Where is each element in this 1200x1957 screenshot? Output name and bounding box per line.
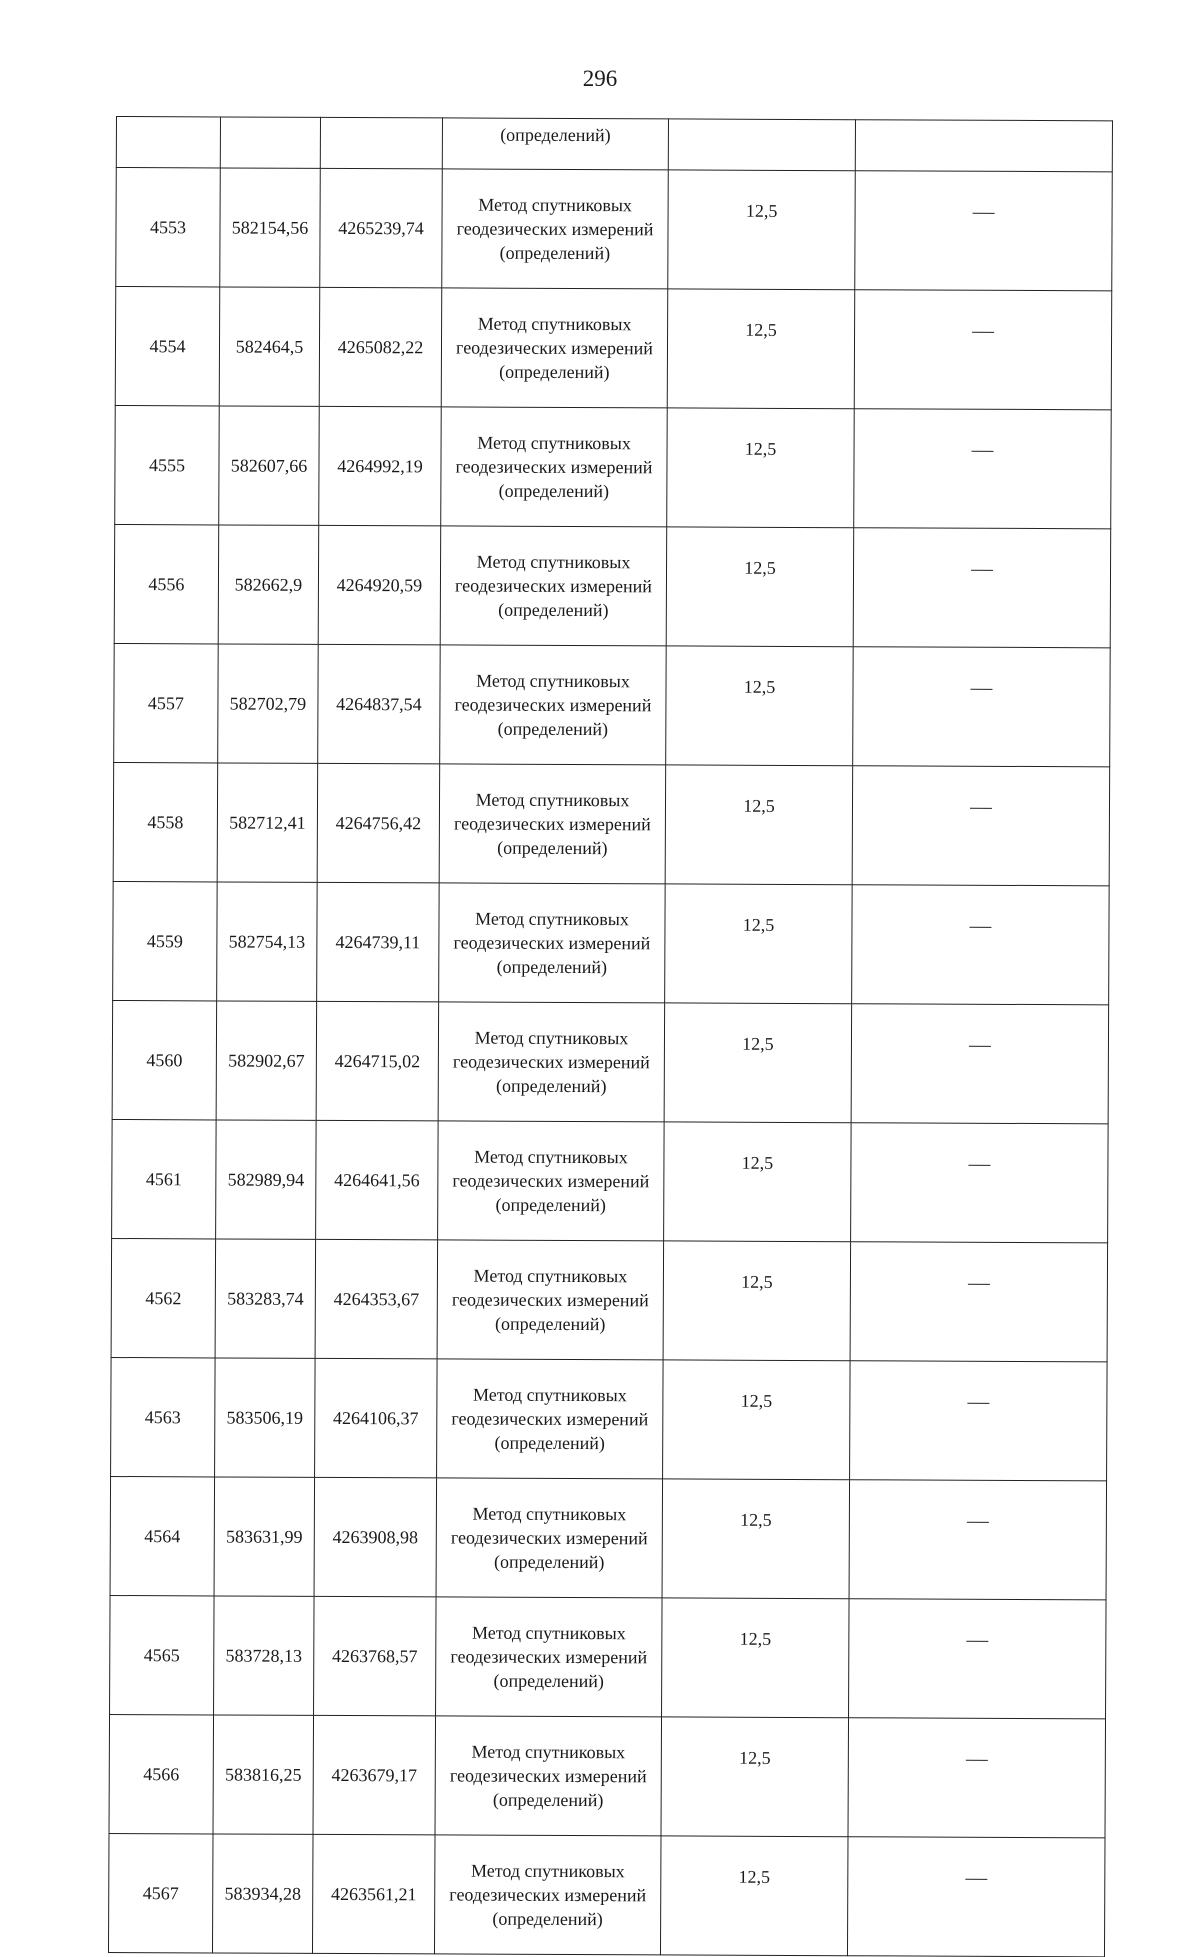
accuracy-cell: 12,5 xyxy=(667,408,855,528)
note-dash xyxy=(966,1641,988,1642)
method-cell xyxy=(440,645,667,765)
y-coordinate-cell: 4264739,11 xyxy=(317,882,440,1002)
method-line: Метод спутниковых xyxy=(478,194,633,216)
note-cell xyxy=(847,1837,1105,1957)
method-line: (определений) xyxy=(492,1789,604,1811)
y-coordinate-cell: 4264756,42 xyxy=(317,763,440,883)
continuation-cell-x xyxy=(220,117,320,168)
point-id-cell: 4555 xyxy=(115,405,220,524)
x-coordinate-cell: 582702,79 xyxy=(218,644,319,763)
method-line: Метод спутниковых xyxy=(473,1384,627,1406)
note-dash xyxy=(971,689,993,690)
note-dash xyxy=(971,570,993,571)
note-dash xyxy=(972,332,994,333)
method-cell xyxy=(441,288,668,408)
accuracy-cell: 12,5 xyxy=(663,1360,851,1480)
method-line: Метод спутниковых xyxy=(472,1503,627,1525)
method-line: Метод спутниковых xyxy=(473,1265,628,1287)
table-row xyxy=(115,287,1112,410)
point-id-cell: 4560 xyxy=(112,1000,217,1119)
accuracy-cell: 12,5 xyxy=(661,1717,849,1837)
note-cell xyxy=(854,409,1112,529)
method-cell xyxy=(436,1597,663,1717)
continuation-cell-note xyxy=(855,120,1112,172)
table-row xyxy=(113,762,1110,885)
y-coordinate-cell: 4263679,17 xyxy=(313,1715,436,1835)
x-coordinate-cell: 583631,99 xyxy=(214,1477,315,1596)
table-row xyxy=(113,881,1110,1004)
method-line: геодезических измерений xyxy=(450,1527,648,1549)
note-cell xyxy=(855,171,1113,291)
point-id-cell: 4559 xyxy=(113,881,218,1000)
method-line: геодезических измерений xyxy=(452,1170,650,1192)
note-cell xyxy=(853,647,1111,767)
method-line: (определений) xyxy=(493,1551,605,1573)
x-coordinate-cell: 582464,5 xyxy=(219,287,320,406)
note-dash xyxy=(970,808,992,809)
point-id-cell: 4557 xyxy=(114,643,219,762)
page-number: 296 xyxy=(582,66,618,91)
table-row xyxy=(116,168,1113,291)
accuracy-cell: 12,5 xyxy=(662,1598,850,1718)
note-cell xyxy=(850,1242,1108,1362)
x-coordinate-cell: 582902,67 xyxy=(216,1001,317,1120)
table-row xyxy=(111,1357,1108,1480)
note-dash xyxy=(969,1046,991,1047)
table-row xyxy=(111,1238,1108,1361)
accuracy-cell: 12,5 xyxy=(664,1003,852,1123)
method-cell xyxy=(438,1002,665,1122)
table-row xyxy=(112,1119,1109,1242)
method-line: (определений) xyxy=(498,599,609,621)
note-dash xyxy=(968,1165,990,1166)
method-line: (определений) xyxy=(499,242,611,264)
method-cell xyxy=(436,1478,663,1598)
table-row xyxy=(112,1000,1109,1123)
note-cell xyxy=(851,1123,1109,1243)
note-dash xyxy=(972,451,994,452)
coordinates-table xyxy=(108,116,1113,1957)
method-line: (определений) xyxy=(494,1432,605,1454)
point-id-cell: 4561 xyxy=(112,1119,217,1238)
note-cell xyxy=(849,1480,1107,1600)
method-line: Метод спутниковых xyxy=(470,1860,625,1882)
method-line: Метод спутниковых xyxy=(477,313,632,335)
accuracy-cell: 12,5 xyxy=(665,765,853,885)
note-cell xyxy=(854,290,1112,410)
method-cell xyxy=(437,1240,664,1360)
method-line: (определений) xyxy=(495,1194,606,1216)
y-coordinate-cell: 4265082,22 xyxy=(319,287,442,407)
accuracy-cell: 12,5 xyxy=(667,289,855,409)
y-coordinate-cell: 4263908,98 xyxy=(314,1477,437,1597)
y-coordinate-cell: 4263561,21 xyxy=(312,1834,435,1954)
method-cell xyxy=(442,169,669,289)
method-line: Метод спутниковых xyxy=(474,1027,629,1049)
method-line: геодезических измерений xyxy=(451,1289,649,1311)
note-dash xyxy=(969,927,991,928)
point-id-cell: 4565 xyxy=(110,1595,215,1714)
method-line: Метод спутниковых xyxy=(477,432,631,454)
method-line: геодезических измерений xyxy=(454,575,652,597)
note-dash xyxy=(967,1522,989,1523)
method-line: (определений) xyxy=(492,1908,603,1930)
accuracy-cell: 12,5 xyxy=(663,1241,851,1361)
continuation-cell-y xyxy=(320,117,442,169)
method-line: Метод спутниковых xyxy=(471,1741,626,1763)
continuation-row xyxy=(116,117,1112,172)
point-id-cell: 4564 xyxy=(110,1476,215,1595)
y-coordinate-cell: 4264715,02 xyxy=(316,1001,439,1121)
method-line: геодезических измерений xyxy=(449,1765,647,1787)
continuation-cell-accuracy xyxy=(668,119,855,171)
method-line: геодезических измерений xyxy=(453,932,651,954)
table-row xyxy=(114,524,1111,647)
y-coordinate-cell: 4264353,67 xyxy=(315,1239,438,1359)
note-cell xyxy=(851,1004,1109,1124)
note-dash xyxy=(966,1760,988,1761)
note-cell xyxy=(852,766,1110,886)
accuracy-cell: 12,5 xyxy=(660,1836,848,1956)
point-id-cell: 4562 xyxy=(111,1238,216,1357)
accuracy-cell: 12,5 xyxy=(665,884,853,1004)
method-line: геодезических измерений xyxy=(451,1408,649,1430)
note-cell xyxy=(853,528,1111,648)
method-line: (определений) xyxy=(496,956,608,978)
method-line: Метод спутниковых xyxy=(474,1146,628,1168)
method-line: геодезических измерений xyxy=(452,1051,650,1073)
method-cell xyxy=(439,883,666,1003)
point-id-cell: 4556 xyxy=(114,524,219,643)
y-coordinate-cell: 4264641,56 xyxy=(316,1120,439,1240)
note-dash xyxy=(973,213,995,214)
method-line: (определений) xyxy=(497,718,609,740)
x-coordinate-cell: 582712,41 xyxy=(217,763,318,882)
method-line: (определений) xyxy=(494,1313,606,1335)
method-line: Метод спутниковых xyxy=(475,789,630,811)
method-line: геодезических измерений xyxy=(454,694,652,716)
table-row xyxy=(115,405,1112,528)
method-line: Метод спутниковых xyxy=(476,551,631,573)
method-line: геодезических измерений xyxy=(449,1884,647,1906)
method-line: (определений) xyxy=(496,1075,607,1097)
method-line: Метод спутниковых xyxy=(471,1622,626,1644)
point-id-cell: 4563 xyxy=(111,1357,216,1476)
note-cell xyxy=(848,1718,1106,1838)
accuracy-cell: 12,5 xyxy=(666,646,854,766)
continuation-cell-id xyxy=(116,117,220,168)
accuracy-cell: 12,5 xyxy=(668,170,856,290)
x-coordinate-cell: 582662,9 xyxy=(218,525,319,644)
method-cell xyxy=(440,526,667,646)
method-line: геодезических измерений xyxy=(453,813,651,835)
table-row xyxy=(109,1714,1106,1837)
note-cell xyxy=(850,1361,1108,1481)
table-row xyxy=(110,1595,1107,1718)
method-line: геодезических измерений xyxy=(450,1646,648,1668)
note-cell xyxy=(849,1599,1107,1719)
y-coordinate-cell: 4264106,37 xyxy=(315,1358,438,1478)
y-coordinate-cell: 4264992,19 xyxy=(319,406,442,526)
table-row xyxy=(114,643,1111,766)
accuracy-cell: 12,5 xyxy=(662,1479,850,1599)
method-cell xyxy=(437,1359,664,1479)
x-coordinate-cell: 583506,19 xyxy=(215,1358,316,1477)
method-cell xyxy=(438,1121,665,1241)
method-line: (определений) xyxy=(497,837,608,859)
note-cell xyxy=(852,885,1110,1005)
accuracy-cell: 12,5 xyxy=(666,527,854,647)
point-id-cell: 4554 xyxy=(115,287,220,406)
note-dash xyxy=(968,1284,990,1285)
point-id-cell: 4558 xyxy=(113,762,218,881)
x-coordinate-cell: 582754,13 xyxy=(217,882,318,1001)
y-coordinate-cell: 4265239,74 xyxy=(320,168,443,288)
method-line: (определений) xyxy=(498,480,610,502)
method-line: Метод спутниковых xyxy=(475,908,629,930)
x-coordinate-cell: 583728,13 xyxy=(214,1596,315,1715)
x-coordinate-cell: 583283,74 xyxy=(215,1239,316,1358)
y-coordinate-cell: 4263768,57 xyxy=(314,1596,437,1716)
point-id-cell: 4566 xyxy=(109,1714,214,1833)
continuation-method: (определений) xyxy=(442,118,668,170)
point-id-cell: 4553 xyxy=(116,168,221,287)
method-line: (определений) xyxy=(499,361,610,383)
x-coordinate-cell: 583934,28 xyxy=(212,1834,313,1953)
method-line: геодезических измерений xyxy=(455,456,653,478)
method-cell xyxy=(435,1716,662,1836)
x-coordinate-cell: 583816,25 xyxy=(213,1715,314,1834)
method-line: (определений) xyxy=(493,1670,604,1692)
method-cell xyxy=(434,1835,661,1955)
x-coordinate-cell: 582607,66 xyxy=(219,406,320,525)
accuracy-cell: 12,5 xyxy=(664,1122,852,1242)
note-dash xyxy=(965,1879,987,1880)
table-row xyxy=(110,1476,1107,1599)
method-line: геодезических измерений xyxy=(456,218,654,240)
point-id-cell: 4567 xyxy=(108,1833,213,1952)
x-coordinate-cell: 582154,56 xyxy=(220,168,321,287)
y-coordinate-cell: 4264920,59 xyxy=(318,525,441,645)
method-line: геодезических измерений xyxy=(456,337,653,359)
method-line: Метод спутниковых xyxy=(476,670,630,692)
method-cell xyxy=(439,764,666,884)
y-coordinate-cell: 4264837,54 xyxy=(318,644,441,764)
table-row xyxy=(108,1833,1105,1956)
x-coordinate-cell: 582989,94 xyxy=(216,1120,317,1239)
method-cell xyxy=(441,407,668,527)
note-dash xyxy=(967,1403,989,1404)
